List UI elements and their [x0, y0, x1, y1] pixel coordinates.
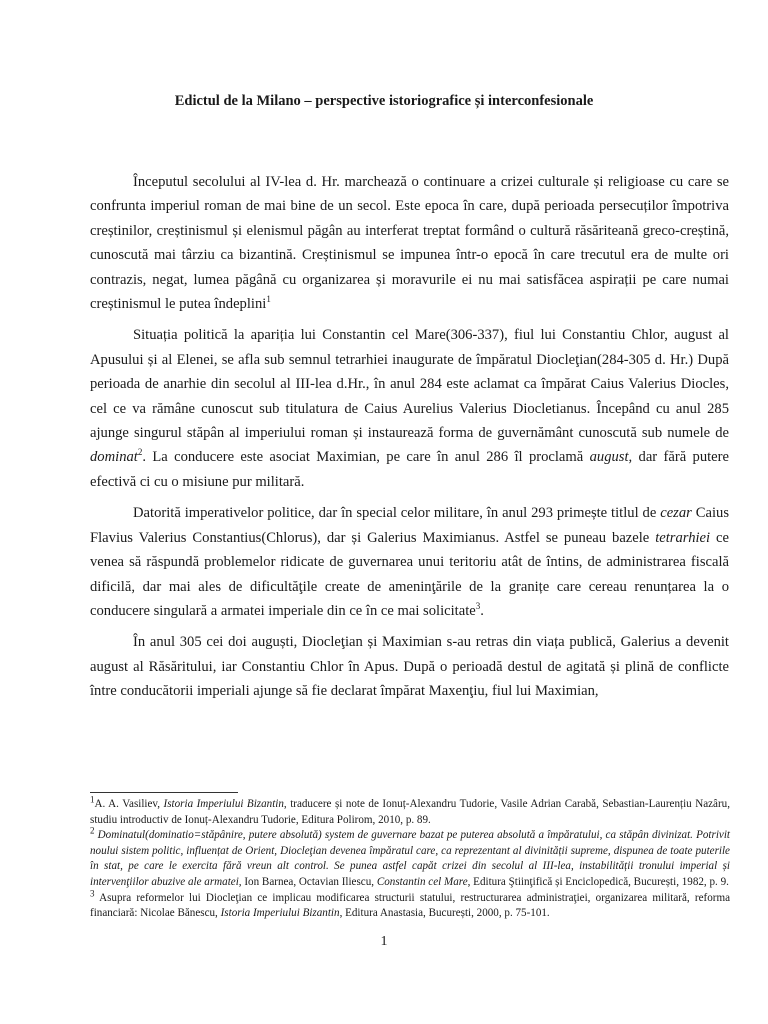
footnote-ref-2[interactable]: 2 — [137, 447, 143, 458]
footnote-3: $^3$ Asupra reformelor lui Diocleţian ce implicau modificarea structurii statului, restructurarea administraţiei, organizarea militară, reforma financiară: Nicolae Bănescu, Istoria Imperiului Bizantin, Editura Anastasia, București, 2000, p. 75-101. — [90, 887, 730, 920]
body-text — [90, 170, 729, 711]
paragraph-1: Începutul secolului al IV-lea d. Hr. marchează o continuare a crizei culturale și religioase cu care se confrunta imperiul roman de mai bine de un secol. Este epoca în care, după perioada persecuților împotriva creștinilor, creștinismul și elenismul păgân au interferat treptat formând o cultură răsăriteană greco-creștină, cunoscută mai târziu ca bizantină. Creștinismul se impunea într-o epocă în care trecutul era de multe ori contrazis, negat, lumea păgână cu organizarea și moravurile ei nu mai satisfăcea aspirații pe care numai creștinismul le putea îndeplini$^1$ — [90, 174, 729, 313]
paragraph-4: În anul 305 cei doi auguști, Diocleţian și Maximian s-au retras din viața publică, Galerius a devenit august al Răsăritului, iar Constantiu Chlor în Apus. După o perioadă destul de agitată și plină de conflicte între conducătorii imperiali ajunge să fie declarat împărat Maxenţiu, fiul lui Maximian, — [90, 634, 729, 700]
footnote-separator — [90, 792, 238, 793]
footnote-ref-1[interactable]: 1 — [266, 294, 271, 305]
paragraph-3: Datorită imperativelor politice, dar în special celor militare, în anul 293 primește titlul de cezar Caius Flavius Valerius Constantius(Chlorus), dar și Galerius Maximianus. Astfel se puneau bazele tetrarhiei ce venea să răspundă problemelor ridicate de guvernarea unui teritoriu atât de întins, de administrarea fiscală dificilă, dar mai ales de dificultăţile create de ameninţările de la granițe care cereau renunțarea la o conducere singulară a armatei imperiale din ce în ce mai solicitate$^3$. — [90, 505, 729, 619]
footnote-2: $^2$ Dominatul(dominatio=stăpânire, putere absolută) system de guvernare bazat pe puterea absolută a împăratului, ca stăpân divinizat. Potrivit noului sistem politic, influențat de Orient, Diocleţian devenea împăratul care, ca reprezentant al divinității supreme, dispunea de toate puterile în stat, pe care le exercita fără vreun alt control. Se punea astfel capăt crizei din secolul al III-lea, instabilității tronului imperial și intervenţiilor abuzive ale armatei, Ion Barnea, Octavian Iliescu, Constantin cel Mare, Editura Ştiinţifică și Enciclopedică, București, 1982, p. 9. — [90, 825, 730, 888]
footnote-1: $^1$A. A. Vasiliev, Istoria Imperiului Bizantin, traducere și note de Ionuț-Alexandru Tudorie, Vasile Adrian Carabă, Sebastian-Laurențiu Nazâru, studiu introductiv de Ionuț-Alexandru Tudorie, Editura Polirom, 2010, p. 89. — [90, 794, 730, 826]
footnotes — [90, 794, 730, 922]
document-title: Edictul de la Milano – perspective istoriografice și interconfesionale — [174, 93, 594, 109]
paragraph-2: Situația politică la apariția lui Constantin cel Mare(306-337), fiul lui Constantiu Chlor, august al Apusului și al Elenei, se afla sub semnul tetrarhiei inaugurate de împăratul Diocleţian(284-305 d. Hr.) După perioada de anarhie din secolul al III-lea d.Hr., în anul 284 este aclamat ca împărat Caius Valerius Diocles, cel ce va rămâne cunoscut sub titulatura de Caius Aurelius Valerius Diocletianus. Începând cu anul 285 ajunge singurul stăpân al imperiului roman și instaurează forma de guvernământ cunoscută sub numele de dominat$^2$. La conducere este asociat Maximian, pe care în anul 286 îl proclamă august, dar fără putere efectivă ci cu o misiune pur militară. — [90, 327, 729, 490]
footnote-ref-3[interactable]: 3 — [475, 601, 481, 612]
page-number: 1 — [380, 934, 388, 949]
